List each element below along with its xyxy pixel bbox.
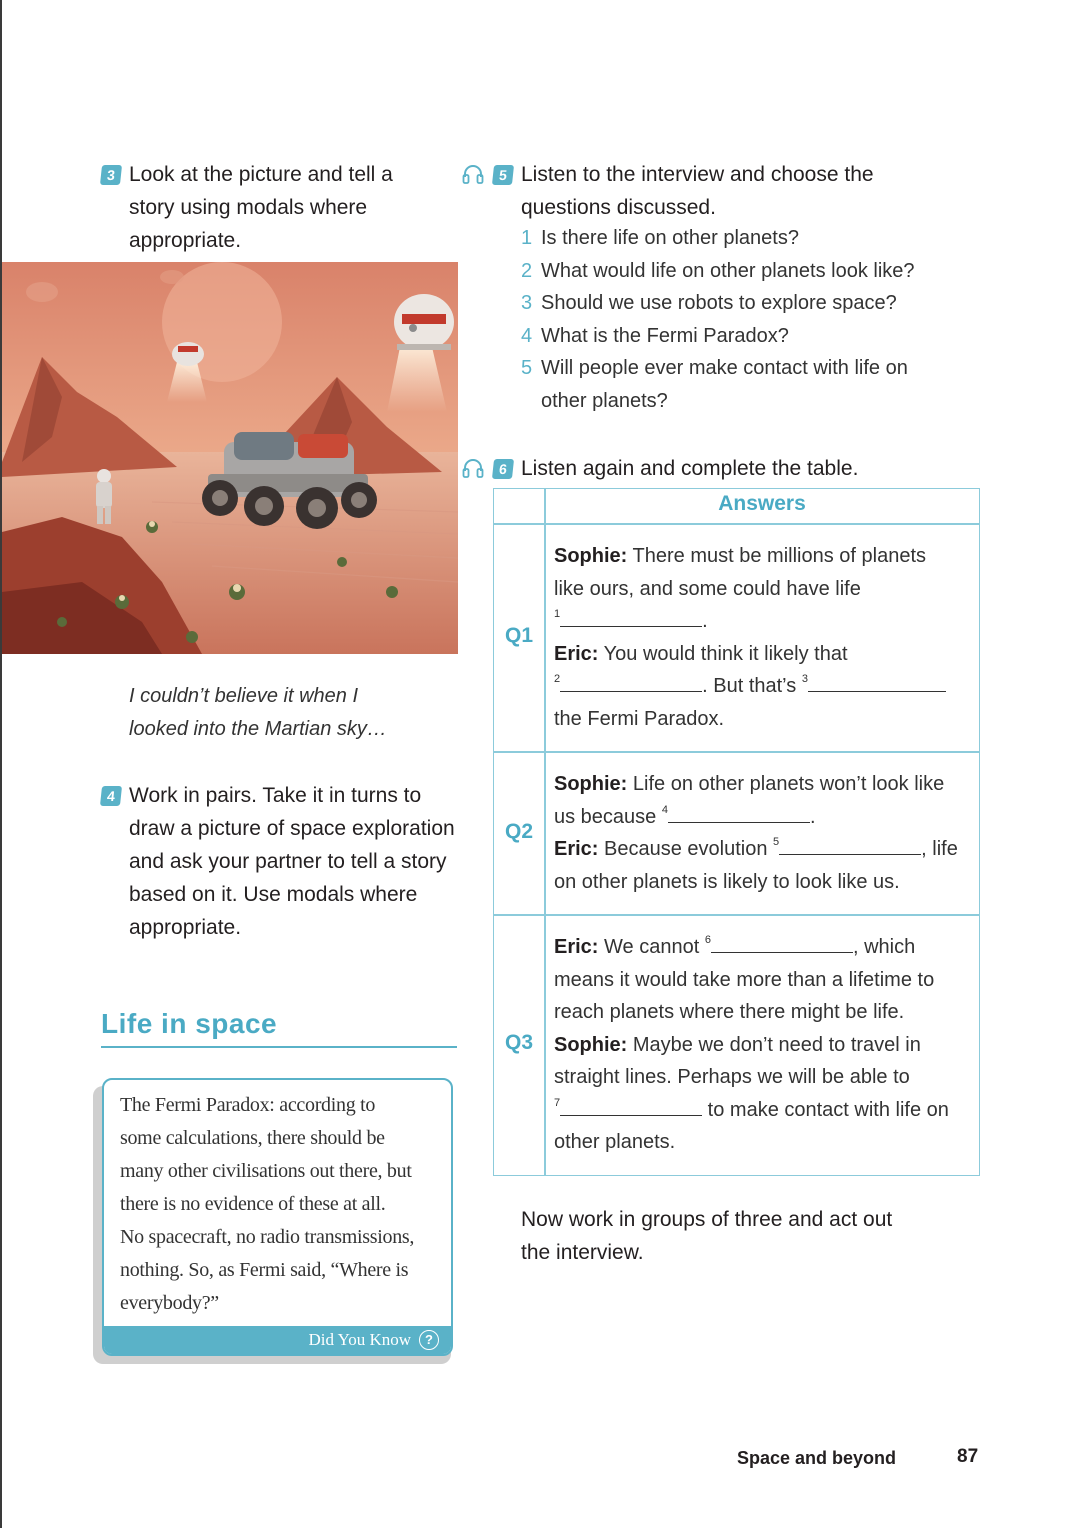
table-row-divider (494, 914, 979, 916)
dialogue-text: We cannot (598, 936, 705, 958)
did-you-know-line: The Fermi Paradox: according to (120, 1094, 376, 1116)
list-item (521, 320, 961, 353)
instruction-line: Now work in groups of three and act out (521, 1208, 893, 1231)
question-number: 2 (521, 259, 533, 282)
dialogue-text: reach planets where there might be life. (554, 1001, 905, 1023)
exercise-number-badge: 4 (100, 786, 122, 806)
did-you-know-line: there is no evidence of these at all. (120, 1193, 386, 1215)
exercise-number-badge: 3 (100, 165, 122, 185)
gap-number: 4 (661, 803, 668, 816)
answer-blank-6[interactable] (711, 933, 853, 953)
did-you-know-line: No spacecraft, no radio transmissions, (120, 1226, 415, 1248)
question-text: Will people ever make contact with life on (541, 357, 908, 379)
did-you-know-label: Did You Know (308, 1330, 411, 1349)
exercise-6-instruction: Listen again and complete the table. (521, 457, 859, 480)
list-item (521, 222, 961, 255)
footer-unit-title: Space and beyond (737, 1448, 897, 1468)
speaker-name: Sophie: (554, 545, 628, 567)
table-row (554, 931, 974, 1159)
table-row (554, 768, 974, 898)
row-label-q1: Q1 (504, 624, 533, 647)
dialogue-text: , life (921, 838, 958, 860)
row-label-q3: Q3 (504, 1031, 533, 1054)
exercise-3-instruction (101, 158, 431, 257)
did-you-know-line: some calculations, there should be (120, 1127, 385, 1149)
answer-blank-7[interactable] (560, 1096, 702, 1116)
dialogue-text: Maybe we don’t need to travel in (627, 1033, 921, 1056)
did-you-know-text (120, 1089, 442, 1320)
did-you-know-line: nothing. So, as Fermi said, “Where is (120, 1259, 409, 1281)
page-number: 87 (957, 1446, 979, 1467)
punctuation: . (702, 610, 708, 632)
list-item (521, 352, 961, 385)
gap-number: 5 (773, 836, 780, 848)
dialogue-text: means it would take more than a lifetime to (554, 968, 935, 991)
caption-line: looked into the Martian sky… (129, 718, 387, 740)
table-row (554, 540, 974, 735)
dialogue-text: There must be millions of planets (627, 545, 927, 567)
question-number: 5 (521, 357, 533, 379)
exercise-4-text: Work in pairs. Take it in turns to draw a picture of space exploration and ask your partner to tell a story based on it. Use modals where appropriate. (129, 784, 455, 939)
speaker-name: Eric: (554, 838, 599, 860)
mars-rover-illustration (2, 262, 458, 654)
gap-number: 1 (554, 608, 561, 620)
did-you-know-line: everybody?” (120, 1292, 219, 1314)
list-item-continuation: other planets? (541, 389, 668, 412)
exercise-number-badge: 6 (492, 459, 514, 479)
punctuation: . (809, 805, 816, 828)
headphones-icon (462, 164, 484, 184)
table-row-divider (494, 523, 979, 525)
question-number: 3 (521, 292, 533, 314)
dialogue-text: . But that’s (702, 675, 802, 697)
gap-number: 3 (801, 673, 808, 685)
question-text: What would life on other planets look like? (541, 259, 915, 282)
answer-blank-5[interactable] (779, 835, 921, 855)
exercise-number-badge: 5 (492, 165, 514, 185)
did-you-know-line: many other civilisations out there, but (120, 1160, 412, 1182)
answer-blank-1[interactable] (560, 607, 702, 627)
dialogue-text: , which (852, 936, 916, 958)
gap-number: 7 (554, 1096, 561, 1109)
dialogue-text: us because (554, 805, 662, 828)
exercise-4-instruction (101, 779, 461, 944)
instruction-line: the interview. (521, 1241, 644, 1264)
dialogue-text: on other planets is likely to look like us. (554, 870, 900, 893)
dialogue-text: You would think it likely that (598, 642, 848, 665)
caption-line: I couldn’t believe it when I (129, 685, 359, 707)
table-header: Answers (718, 492, 806, 515)
answer-blank-4[interactable] (668, 803, 810, 823)
gap-number: 6 (704, 934, 711, 946)
list-item (521, 287, 961, 320)
page-edge-rule (0, 0, 2, 1528)
row-label-q2: Q2 (504, 820, 533, 843)
table-column-divider (544, 489, 546, 1175)
question-text: Should we use robots to explore space? (541, 292, 897, 314)
answer-blank-3[interactable] (808, 672, 946, 692)
speaker-name: Eric: (554, 936, 599, 958)
did-you-know-bar (104, 1326, 451, 1354)
speaker-name: Eric: (554, 642, 599, 665)
list-item (521, 255, 961, 288)
answer-blank-2[interactable] (560, 672, 702, 692)
question-number: 1 (521, 227, 533, 249)
exercise-3-text: Look at the picture and tell a story using modals where appropriate. (129, 163, 393, 252)
table-row-divider (494, 751, 979, 753)
exercise-5-instruction (521, 158, 941, 224)
illustration-caption (129, 680, 429, 746)
question-mark-icon: ? (419, 1330, 439, 1350)
answers-table (493, 488, 980, 1176)
speaker-name: Sophie: (554, 1033, 628, 1056)
dialogue-text: straight lines. Perhaps we will be able to (554, 1066, 910, 1088)
dialogue-text: Because evolution (598, 838, 774, 860)
dialogue-text: other planets. (554, 1131, 676, 1153)
question-number: 4 (521, 324, 533, 347)
dialogue-text: Life on other planets won’t look like (627, 773, 945, 795)
speaker-name: Sophie: (554, 773, 628, 795)
question-text: What is the Fermi Paradox? (541, 324, 789, 347)
section-title: Life in space (101, 1008, 457, 1048)
gap-number: 2 (554, 673, 561, 685)
instruction-line: questions discussed. (521, 196, 716, 219)
dialogue-text: like ours, and some could have life (554, 577, 861, 600)
dialogue-text: the Fermi Paradox. (554, 707, 725, 730)
follow-up-instruction (521, 1203, 951, 1269)
question-text: Is there life on other planets? (541, 227, 799, 249)
instruction-line: Listen to the interview and choose the (521, 163, 874, 186)
headphones-icon (462, 458, 484, 478)
dialogue-text: to make contact with life on (702, 1098, 949, 1121)
question-list (521, 222, 961, 417)
did-you-know-box (102, 1078, 453, 1356)
